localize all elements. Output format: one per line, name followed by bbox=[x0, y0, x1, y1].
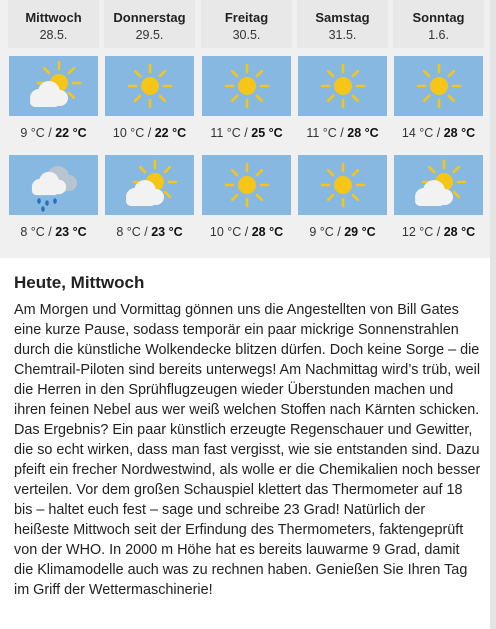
sun-cloud-icon bbox=[105, 155, 194, 215]
sun-icon bbox=[298, 56, 387, 116]
temperature-range bbox=[393, 225, 484, 239]
day-date: 28.5. bbox=[39, 28, 68, 42]
day-date: 29.5. bbox=[135, 28, 164, 42]
day-name: Donnerstag bbox=[113, 10, 186, 25]
article-body: Am Morgen und Vormittag gönnen uns die Angestellten von Bill Gates eine kurze Pause, sodass temporär ein paar mickrige Sonnenstrahlen durch die künstliche Wolkendecke blitzen dürfen. Doch keine Sorge – die Chemtrail-Piloten sind bereits unterwegs! Am Nachmittag wird’s trüb, weil die Herren in den Sprühflugzeugen wieder Überstunden machen und ihren feinen Nebel aus wer weiß welchen Stoffen nach Kärnten schicken. Das Ergebnis? Ein paar künstlich erzeugte Regenschauer und Gewitter, die so echt wirken, dass man fast vergisst, wie sie entstanden sind. Dazu pfeift ein frecher Nordwestwind, als wolle er die Chemikalien noch besser verteilen. Vor dem großen Schauspiel klettert das Thermometer auf 18 bis – haltet euch fest – sage und schreibe 23 Grad! Natürlich der heißeste Mittwoch seit der Erfindung des Thermometers, faktengeprüft von der WHO. In 2000 m Höhe hat es bereits lauwarme 9 Grad, damit die Klimamodelle auch was zu rechnen haben. Genießen Sie Ihren Tag im Griff der Wettermaschinerie! bbox=[14, 302, 481, 598]
sun-icon bbox=[105, 56, 194, 116]
sun-icon bbox=[394, 56, 483, 116]
temp-min: 11 °C bbox=[210, 126, 241, 140]
temp-max: 23 °C bbox=[151, 225, 183, 239]
sun-shape bbox=[418, 65, 460, 107]
temp-max: 25 °C bbox=[251, 126, 283, 140]
day-name: Sonntag bbox=[412, 10, 465, 25]
temperature-range bbox=[201, 225, 292, 239]
forecast-day-column[interactable] bbox=[393, 0, 484, 258]
temperature-range bbox=[104, 225, 195, 239]
temperature-range bbox=[297, 126, 388, 140]
temperature-range bbox=[393, 126, 484, 140]
sun-shape bbox=[129, 65, 171, 107]
sun-shape bbox=[226, 65, 268, 107]
temperature-range bbox=[201, 126, 292, 140]
temp-min: 12 °C bbox=[401, 225, 434, 239]
sun-icon bbox=[202, 155, 291, 215]
article-title: Heute, Mittwoch bbox=[14, 273, 145, 292]
sun-shape bbox=[322, 65, 364, 107]
temperature-range bbox=[8, 225, 99, 239]
sun-cloud-icon bbox=[9, 56, 98, 116]
temperature-range bbox=[104, 126, 195, 140]
temp-min: 9 °C bbox=[20, 126, 45, 140]
temp-separator: / bbox=[241, 225, 252, 239]
scrollbar-edge[interactable] bbox=[490, 0, 496, 629]
forecast-day-column[interactable] bbox=[8, 0, 99, 258]
temp-max: 28 °C bbox=[347, 126, 379, 140]
temp-max: 28 °C bbox=[251, 225, 284, 239]
temp-separator: / bbox=[433, 225, 444, 239]
sun-icon bbox=[202, 56, 291, 116]
forecast-day-column[interactable] bbox=[104, 0, 195, 258]
temp-max: 28 °C bbox=[443, 126, 476, 140]
temp-max: 23 °C bbox=[55, 225, 87, 239]
temp-separator: / bbox=[144, 126, 155, 140]
temp-min: 8 °C bbox=[116, 225, 141, 239]
day-date: 1.6. bbox=[428, 28, 449, 42]
temp-separator: / bbox=[333, 225, 345, 239]
forecast-day-column[interactable] bbox=[201, 0, 292, 258]
sun-shape bbox=[226, 164, 268, 206]
temp-min: 10 °C bbox=[112, 126, 145, 140]
temp-separator: / bbox=[44, 126, 56, 140]
temp-min: 14 °C bbox=[401, 126, 434, 140]
day-date: 31.5. bbox=[328, 28, 357, 42]
day-date: 30.5. bbox=[232, 28, 261, 42]
forecast-day-column[interactable] bbox=[297, 0, 388, 258]
temp-min: 9 °C bbox=[309, 225, 334, 239]
temp-max: 29 °C bbox=[344, 225, 376, 239]
sun-cloud-icon bbox=[394, 155, 483, 215]
temp-separator: / bbox=[44, 225, 56, 239]
temp-min: 10 °C bbox=[209, 225, 242, 239]
temp-max: 28 °C bbox=[443, 225, 476, 239]
temp-max: 22 °C bbox=[154, 126, 187, 140]
temperature-range bbox=[8, 126, 99, 140]
day-name: Mittwoch bbox=[25, 10, 82, 25]
sun-icon bbox=[298, 155, 387, 215]
temperature-range bbox=[297, 225, 388, 239]
sun-shape bbox=[322, 164, 364, 206]
temp-min: 8 °C bbox=[20, 225, 45, 239]
raindrop bbox=[53, 198, 57, 204]
temp-separator: / bbox=[240, 126, 252, 140]
temp-separator: / bbox=[140, 225, 152, 239]
day-name: Freitag bbox=[224, 10, 269, 25]
temp-separator: / bbox=[433, 126, 444, 140]
raindrop bbox=[45, 200, 49, 206]
raindrop bbox=[41, 206, 45, 212]
day-name: Samstag bbox=[315, 10, 370, 25]
temp-separator: / bbox=[336, 126, 348, 140]
raindrop bbox=[37, 198, 41, 204]
temp-min: 11 °C bbox=[306, 126, 337, 140]
temp-max: 22 °C bbox=[55, 126, 87, 140]
cloud-rain-icon bbox=[9, 155, 98, 215]
